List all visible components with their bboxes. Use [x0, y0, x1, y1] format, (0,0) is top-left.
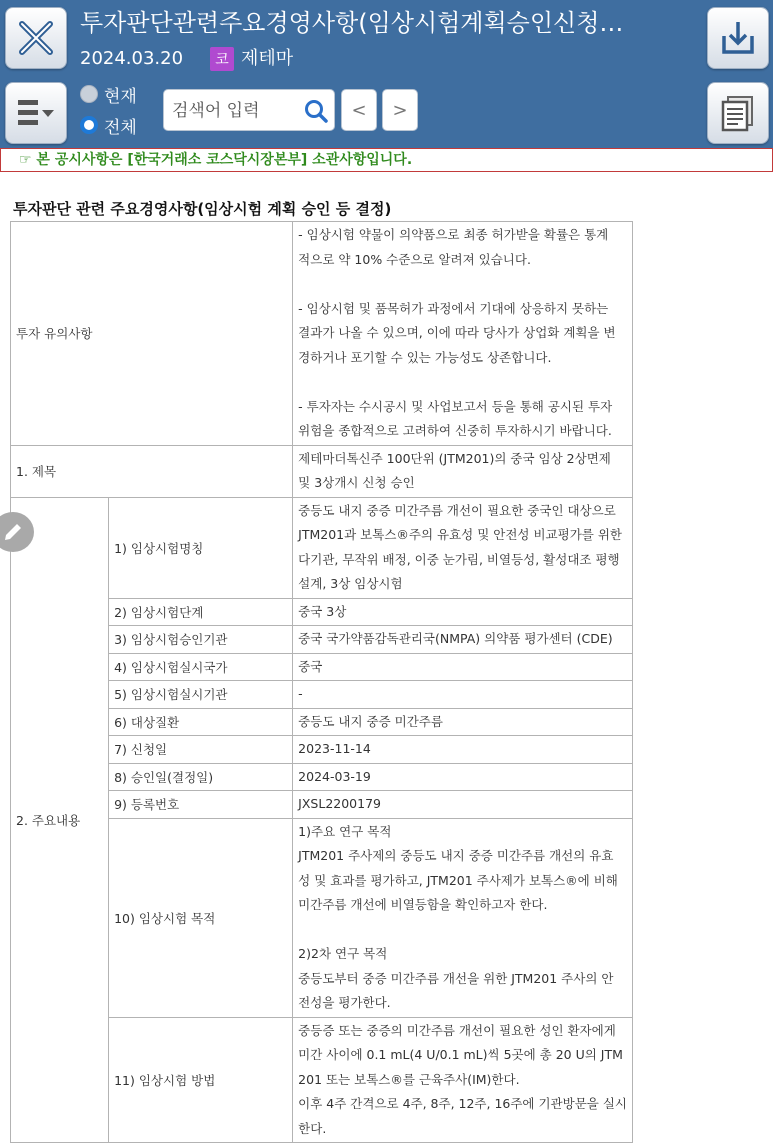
item-label: 7) 신청일	[109, 736, 293, 764]
item-label: 2) 임상시험단계	[109, 598, 293, 626]
table-row	[11, 222, 633, 446]
chevron-left-icon: <	[351, 99, 367, 121]
item-value	[293, 763, 633, 791]
disclosure-table	[10, 221, 633, 1143]
value-line: 위험을 종합적으로 고려하여 신중히 투자하시기 바랍니다.	[298, 423, 612, 438]
menu-list-icon	[14, 93, 58, 133]
value-line: 이후 4주 간격으로 4주, 8주, 12주, 16주에 기관방문을 실시	[298, 1096, 627, 1111]
value-line: 중등도부터 중증 미간주름 개선을 위한 JTM201 주사의 안	[298, 970, 614, 986]
item-value	[293, 598, 633, 626]
item-label: 11) 임상시험 방법	[109, 1017, 293, 1143]
search-box	[163, 89, 335, 131]
value-line: 다기관, 무작위 배정, 이중 눈가림, 비열등성, 활성대조 평행	[298, 551, 620, 567]
pencil-icon	[1, 520, 25, 544]
page-title: 투자판단관련주요경영사항(임상시험계획승인신청…	[80, 9, 624, 37]
value-line: JTM201 주사제의 중등도 내지 중증 미간주름 개선의 유효	[298, 848, 614, 863]
value-line: 중등도 내지 중증 미간주름	[298, 713, 443, 729]
menu-button[interactable]	[5, 82, 67, 144]
item-value	[293, 497, 633, 598]
item-label: 9) 등록번호	[109, 791, 293, 819]
value-line: - 투자자는 수시공시 및 사업보고서 등을 통해 공시된 투자	[298, 398, 613, 414]
download-button[interactable]	[707, 7, 769, 69]
item-value	[293, 1017, 633, 1143]
caution-label: 투자 유의사항	[11, 222, 293, 446]
value-line: 성 및 효과를 평가하고, JTM201 주사제가 보톡스®에 비해	[298, 872, 618, 888]
download-icon	[718, 18, 758, 58]
value-line: - 임상시험 및 품목허가 과정에서 기대에 상응하지 못하는	[298, 300, 609, 316]
market-badge: 코	[210, 47, 234, 71]
table-row	[11, 445, 633, 497]
value-line: JTM201과 보톡스®주의 유효성 및 안전성 비교평가를 위한	[298, 527, 622, 542]
value-line: 및 3상개시 신청 승인	[298, 475, 415, 490]
value-line: 중국	[298, 658, 323, 674]
search-icon[interactable]	[303, 98, 329, 124]
value-line: 미간주름 개선에 비열등함을 확인하고자 한다.	[298, 897, 548, 912]
value-line: 제테마더톡신주 100단위 (JTM201)의 중국 임상 2상면제	[298, 450, 611, 466]
subject-label: 1. 제목	[11, 445, 293, 497]
value-line: 미간 사이에 0.1 mL(4 U/0.1 mL)씩 5곳에 총 20 U의 JTM	[298, 1047, 623, 1062]
value-line: 결과가 나올 수 있으며, 이에 따라 당사가 상업화 계획을 변	[298, 325, 616, 340]
value-line: 한다.	[298, 1120, 327, 1136]
item-label: 5) 임상시험실시기관	[109, 681, 293, 709]
caution-value	[293, 222, 633, 446]
value-line	[298, 918, 627, 943]
prev-result-button[interactable]	[341, 89, 377, 131]
value-line: - 임상시험 약물이 의약품으로 최종 허가받을 확률은 통계	[298, 227, 609, 242]
radio-current-label: 현재	[104, 86, 137, 107]
value-line	[298, 370, 627, 395]
value-line: 설계, 3상 임상시험	[298, 576, 403, 591]
value-line: 2023-11-14	[298, 741, 371, 756]
jurisdiction-notice: ☞ 본 공시사항은 [한국거래소 코스닥시장본부] 소관사항입니다.	[0, 148, 773, 172]
value-line	[298, 272, 627, 297]
value-line: 중국 국가약품감독관리국(NMPA) 의약품 평가센터 (CDE)	[298, 631, 613, 646]
close-button[interactable]	[5, 7, 67, 69]
app-header	[0, 0, 773, 148]
value-line: 중등증 또는 중증의 미간주름 개선이 필요한 성인 환자에게	[298, 1022, 616, 1038]
table-row	[11, 497, 633, 598]
item-label: 10) 임상시험 목적	[109, 818, 293, 1017]
radio-current[interactable]	[80, 82, 137, 106]
item-value	[293, 681, 633, 709]
value-line: 2024-03-19	[298, 768, 371, 784]
item-label: 3) 임상시험승인기관	[109, 626, 293, 654]
disclosure-date: 2024.03.20	[80, 48, 184, 69]
item-label: 8) 승인일(결정일)	[109, 763, 293, 791]
company-name[interactable]: 제테마	[241, 48, 294, 69]
value-line: 1)주요 연구 목적	[298, 823, 392, 839]
radio-unchecked-icon	[80, 85, 98, 103]
radio-all-label: 전체	[104, 117, 137, 138]
chevron-right-icon: >	[392, 99, 408, 121]
item-value	[293, 653, 633, 681]
value-line: JXSL2200179	[298, 796, 381, 811]
subject-value	[293, 445, 633, 497]
value-line: 전성을 평가한다.	[298, 995, 391, 1010]
value-line: 경하거나 포기할 수 있는 가능성도 상존합니다.	[298, 349, 552, 365]
document-title: 투자판단 관련 주요경영사항(임상시험 계획 승인 등 결정)	[13, 200, 392, 218]
value-line: -	[298, 686, 303, 701]
value-line: 2)2차 연구 목적	[298, 946, 388, 961]
document-list-button[interactable]	[707, 82, 769, 144]
search-input[interactable]	[172, 97, 297, 125]
value-line: 중등도 내지 중증 미간주름 개선이 필요한 중국인 대상으로	[298, 502, 616, 518]
item-label: 6) 대상질환	[109, 708, 293, 736]
item-label: 4) 임상시험실시국가	[109, 653, 293, 681]
radio-all[interactable]	[80, 113, 137, 137]
item-value	[293, 736, 633, 764]
item-value	[293, 626, 633, 654]
close-icon	[14, 16, 58, 60]
value-line: 중국 3상	[298, 603, 347, 619]
item-value	[293, 708, 633, 736]
item-value	[293, 818, 633, 1017]
radio-checked-icon	[80, 116, 98, 134]
item-value	[293, 791, 633, 819]
value-line: 적으로 약 10% 수준으로 알려져 있습니다.	[298, 251, 531, 267]
documents-icon	[718, 93, 758, 133]
next-result-button[interactable]	[382, 89, 418, 131]
item-label: 1) 임상시험명칭	[109, 497, 293, 598]
value-line: 201 또는 보톡스®를 근육주사(IM)한다.	[298, 1071, 520, 1087]
main-content-label: 2. 주요내용	[11, 497, 109, 1143]
